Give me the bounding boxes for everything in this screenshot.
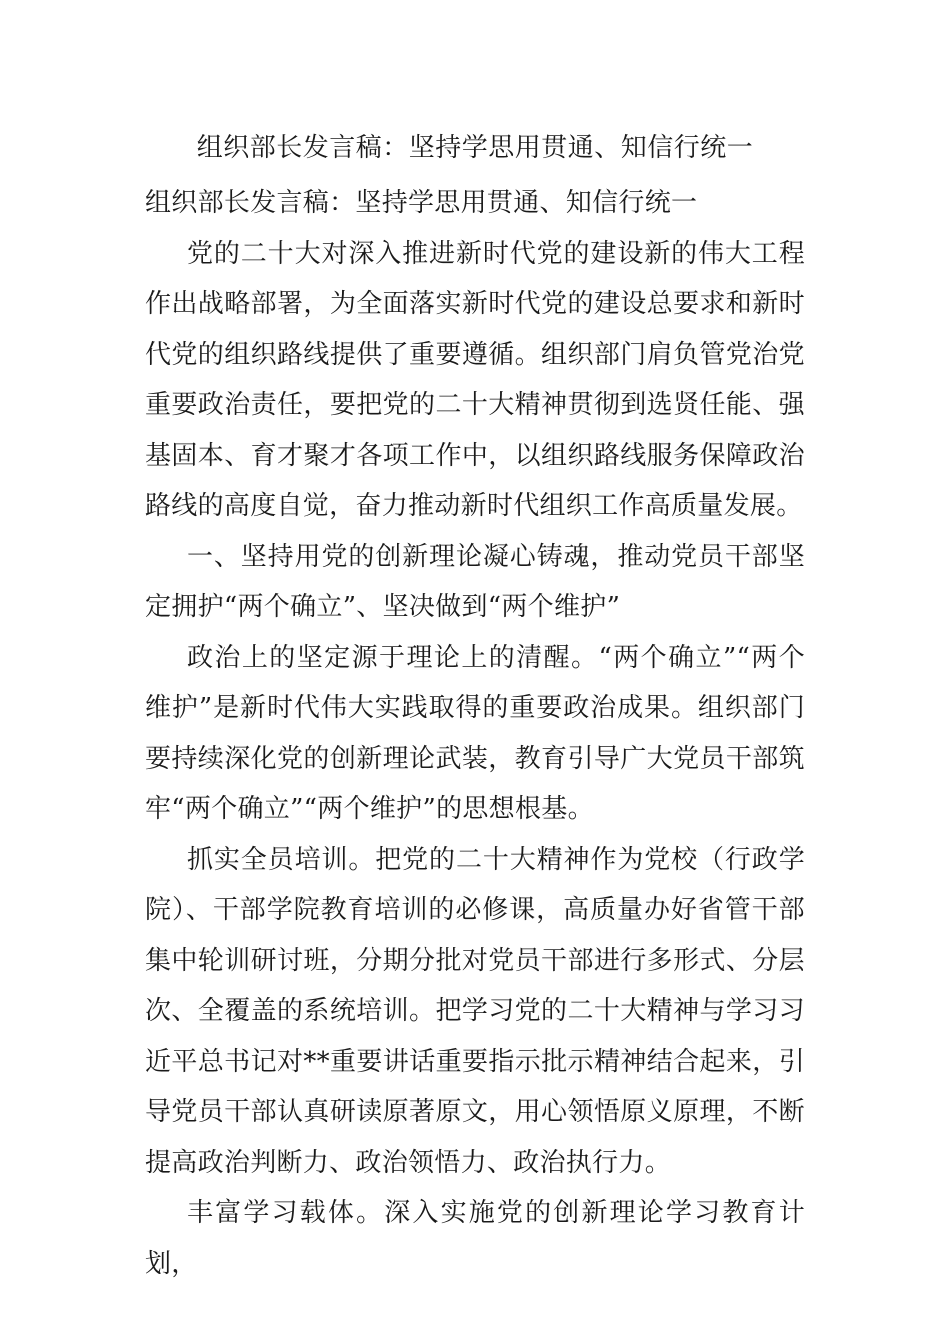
document-subtitle: 组织部长发言稿：坚持学思用贯通、知信行统一 bbox=[145, 188, 698, 218]
paragraph-learning-carriers: 丰富学习载体。深入实施党的创新理论学习教育计划， bbox=[145, 1198, 805, 1279]
document-body bbox=[145, 178, 805, 1289]
paragraph-political-firmness: 政治上的坚定源于理论上的清醒。“两个确立”“两个维护”是新时代伟大实践取得的重要政治成果。组织部门要持续深化党的创新理论武装，教育引导广大党员干部筑牢“两个确立”“两个维护”的思想根基。 bbox=[145, 642, 805, 824]
section-heading-1: 一、坚持用党的创新理论凝心铸魂，推动党员干部坚定拥护“两个确立”、坚决做到“两个维护” bbox=[145, 541, 805, 622]
paragraph-intro: 党的二十大对深入推进新时代党的建设新的伟大工程作出战略部署，为全面落实新时代党的建设总要求和新时代党的组织路线提供了重要遵循。组织部门肩负管党治党重要政治责任，要把党的二十大精神贯彻到选贤任能、强基固本、育才聚才各项工作中，以组织路线服务保障政治路线的高度自觉，奋力推动新时代组织工作高质量发展。 bbox=[145, 238, 805, 521]
document-title: 组织部长发言稿：坚持学思用贯通、知信行统一 bbox=[196, 133, 754, 163]
paragraph-training: 抓实全员培训。把党的二十大精神作为党校（行政学院）、干部学院教育培训的必修课，高质量办好省管干部集中轮训研讨班，分期分批对党员干部进行多形式、分层次、全覆盖的系统培训。把学习党的二十大精神与学习习近平总书记对**重要讲话重要指示批示精神结合起来，引导党员干部认真研读原著原文，用心领悟原义原理，不断提高政治判断力、政治领悟力、政治执行力。 bbox=[145, 844, 805, 1178]
